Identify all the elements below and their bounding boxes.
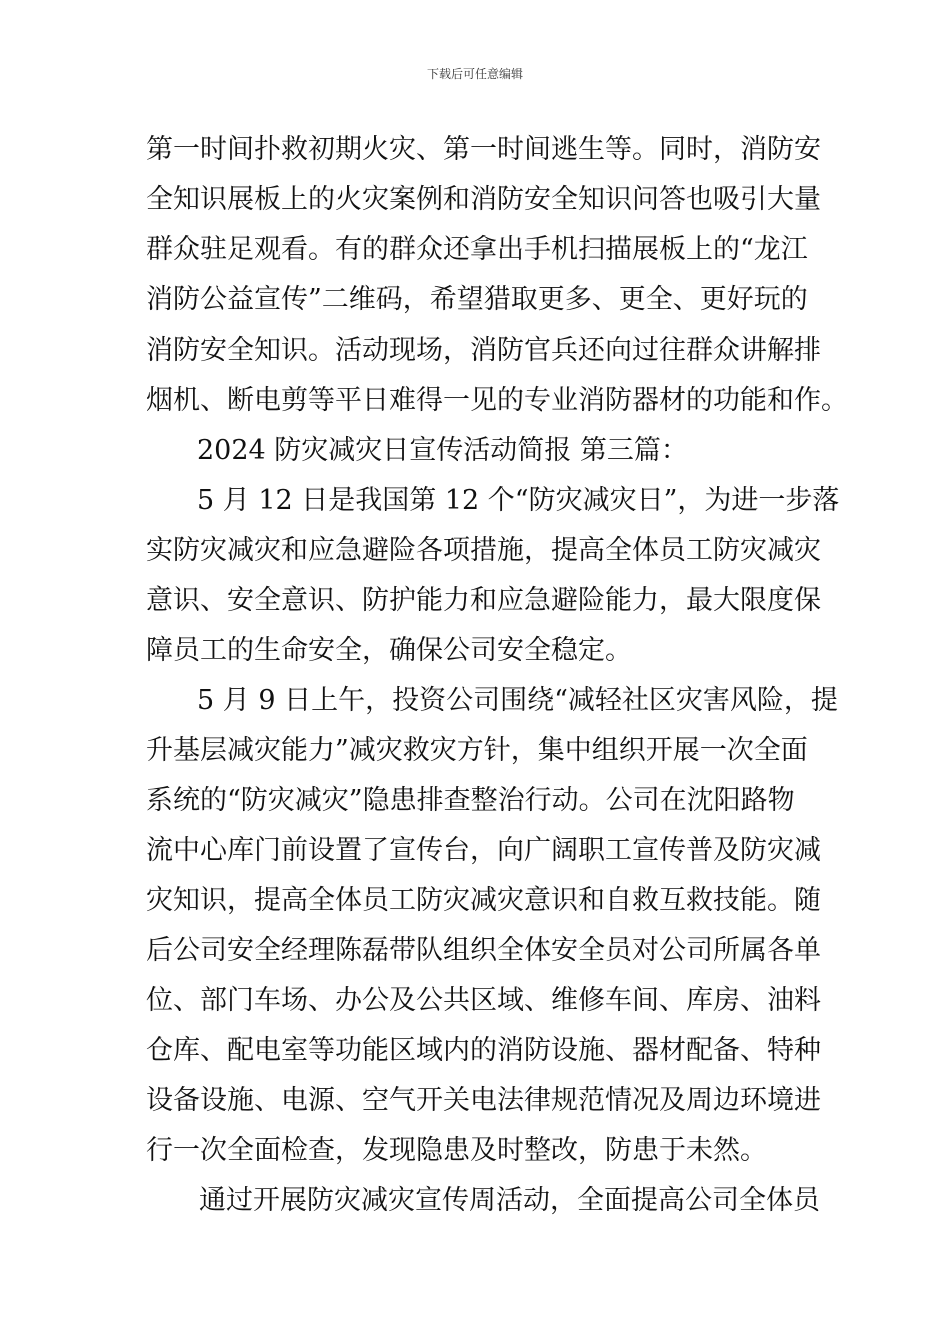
text-line: 通过开展防灾减灾宣传周活动，全面提高公司全体员 [199,1185,820,1216]
section-heading: 2024 防灾减灾日宣传活动简报 第三篇： [197,435,688,466]
text-line: 群众驻足观看。有的群众还拿出手机扫描展板上的“龙江 [146,234,808,265]
text-line: 灾知识，提高全体员工防灾减灾意识和自救互救技能。随 [146,885,821,916]
text-line: 后公司安全经理陈磊带队组织全体安全员对公司所属各单 [146,935,821,966]
text-line: 消防公益宣传”二维码，希望猎取更多、更全、更好玩的 [146,284,808,315]
text-line: 设备设施、电源、空气开关电法律规范情况及周边环境进 [146,1085,821,1116]
text-line: 位、部门车场、办公及公共区域、维修车间、库房、油料 [146,985,821,1016]
text-line: 意识、安全意识、防护能力和应急避险能力，最大限度保 [146,585,821,616]
text-line: 5 月 12 日是我国第 12 个“防灾减灾日”，为进一步落 [197,485,840,516]
text-line: 第一时间扑救初期火灾、第一时间逃生等。同时，消防安 [146,134,821,165]
text-line: 障员工的生命安全，确保公司安全稳定。 [146,635,632,666]
text-line: 流中心库门前设置了宣传台，向广阔职工宣传普及防灾减 [146,835,821,866]
text-line: 系统的“防灾减灾”隐患排查整治行动。公司在沈阳路物 [146,785,795,816]
text-line: 升基层减灾能力”减灾救灾方针，集中组织开展一次全面 [146,735,808,766]
page-header: 下载后可任意编辑 [426,67,523,81]
text-line: 仓库、配电室等功能区域内的消防设施、器材配备、特种 [146,1035,821,1066]
text-line: 消防安全知识。活动现场，消防官兵还向过往群众讲解排 [146,335,821,366]
text-line: 烟机、断电剪等平日难得一见的专业消防器材的功能和作。 [146,385,848,416]
text-line: 实防灾减灾和应急避险各项措施，提高全体员工防灾减灾 [146,535,821,566]
text-line: 行一次全面检查，发现隐患及时整改，防患于未然。 [146,1135,767,1166]
text-line: 全知识展板上的火灾案例和消防安全知识问答也吸引大量 [146,184,821,215]
text-line: 5 月 9 日上午，投资公司围绕“减轻社区灾害风险，提 [197,685,838,716]
